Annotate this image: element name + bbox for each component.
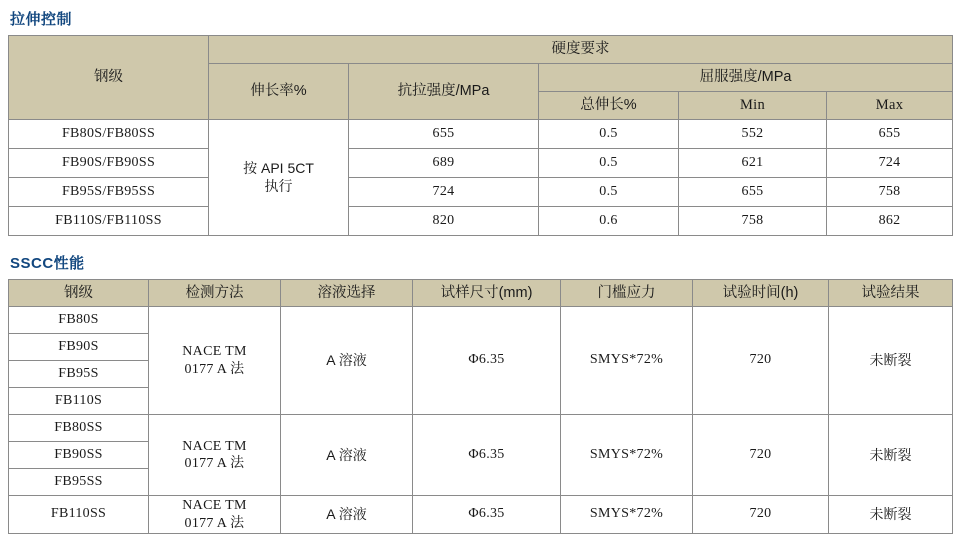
tensile-section-title: 拉伸控制 [10,11,73,28]
sscc-section-title: SSCC性能 [10,255,85,272]
cell-threshold-stress: SMYS*72% [561,307,693,415]
header-test-method: 检测方法 [149,280,281,307]
cell-total-elongation: 0.6 [539,207,679,236]
table-row [9,149,953,178]
cell-yield-max: 655 [827,120,953,149]
table-header-row [9,36,953,64]
cell-test-time: 720 [693,496,829,534]
cell-test-result: 未断裂 [829,496,953,534]
header-yield-strength: 屈服强度/MPa [539,64,953,92]
table-header-row [9,280,953,307]
header-elongation-pct: 伸长率% [209,64,349,120]
cell-solution: A 溶液 [281,307,413,415]
cell-tensile-strength: 689 [349,149,539,178]
cell-tensile-strength: 820 [349,207,539,236]
cell-solution: A 溶液 [281,496,413,534]
header-yield-min: Min [679,92,827,120]
cell-test-method [149,496,281,534]
header-specimen-size: 试样尺寸(mm) [413,280,561,307]
cell-test-time: 720 [693,307,829,415]
test-method-line-1: NACE TM [182,438,247,454]
cell-solution: A 溶液 [281,415,413,496]
cell-yield-max: 862 [827,207,953,236]
cell-grade: FB80S/FB80SS [9,120,209,149]
cell-grade: FB110S/FB110SS [9,207,209,236]
header-threshold-stress: 门槛应力 [561,280,693,307]
cell-grade: FB110SS [9,496,149,534]
cell-grade: FB95S [9,361,149,388]
cell-specimen-size: Φ6.35 [413,415,561,496]
cell-test-time: 720 [693,415,829,496]
cell-total-elongation: 0.5 [539,120,679,149]
cell-total-elongation: 0.5 [539,149,679,178]
cell-test-method [149,307,281,415]
header-hardness-requirement: 硬度要求 [209,36,953,64]
header-yield-max: Max [827,92,953,120]
cell-yield-max: 724 [827,149,953,178]
cell-specimen-size: Φ6.35 [413,496,561,534]
cell-grade: FB80S [9,307,149,334]
test-method-line-2: 0177 A 法 [184,361,245,377]
table-row [9,178,953,207]
header-test-result: 试验结果 [829,280,953,307]
table-row [9,307,953,334]
section-spacer [8,236,954,250]
sscc-performance-table [8,279,953,534]
header-grade: 钢级 [9,280,149,307]
cell-grade: FB110S [9,388,149,415]
cell-test-result: 未断裂 [829,415,953,496]
table-row [9,496,953,534]
test-method-line-1: NACE TM [182,498,247,513]
cell-tensile-strength: 655 [349,120,539,149]
cell-threshold-stress: SMYS*72% [561,415,693,496]
cell-yield-min: 758 [679,207,827,236]
table-row [9,207,953,236]
header-grade: 钢级 [9,36,209,120]
cell-total-elongation: 0.5 [539,178,679,207]
cell-grade: FB90S/FB90SS [9,149,209,178]
table-row [9,120,953,149]
cell-yield-min: 621 [679,149,827,178]
cell-yield-min: 655 [679,178,827,207]
cell-yield-max: 758 [827,178,953,207]
test-method-line-1: NACE TM [182,344,247,359]
cell-grade: FB90S [9,334,149,361]
cell-yield-min: 552 [679,120,827,149]
cell-specimen-size: Φ6.35 [413,307,561,415]
cell-test-result: 未断裂 [829,307,953,415]
header-total-elongation: 总伸长% [539,92,679,120]
tensile-control-table [8,35,953,236]
cell-test-method [149,415,281,496]
cell-grade: FB95S/FB95SS [9,178,209,207]
cell-tensile-strength: 724 [349,178,539,207]
elongation-line-1: 按 API 5CT [243,160,314,176]
cell-grade: FB95SS [9,469,149,496]
test-method-line-2: 0177 A 法 [184,456,245,471]
elongation-line-2: 执行 [264,177,293,194]
cell-threshold-stress: SMYS*72% [561,496,693,534]
cell-grade: FB80SS [9,415,149,442]
header-tensile-strength: 抗拉强度/MPa [349,64,539,120]
header-test-time: 试验时间(h) [693,280,829,307]
header-solution: 溶液选择 [281,280,413,307]
cell-grade: FB90SS [9,442,149,469]
test-method-line-2: 0177 A 法 [184,515,245,531]
cell-elongation-merged [209,120,349,236]
table-row [9,415,953,442]
